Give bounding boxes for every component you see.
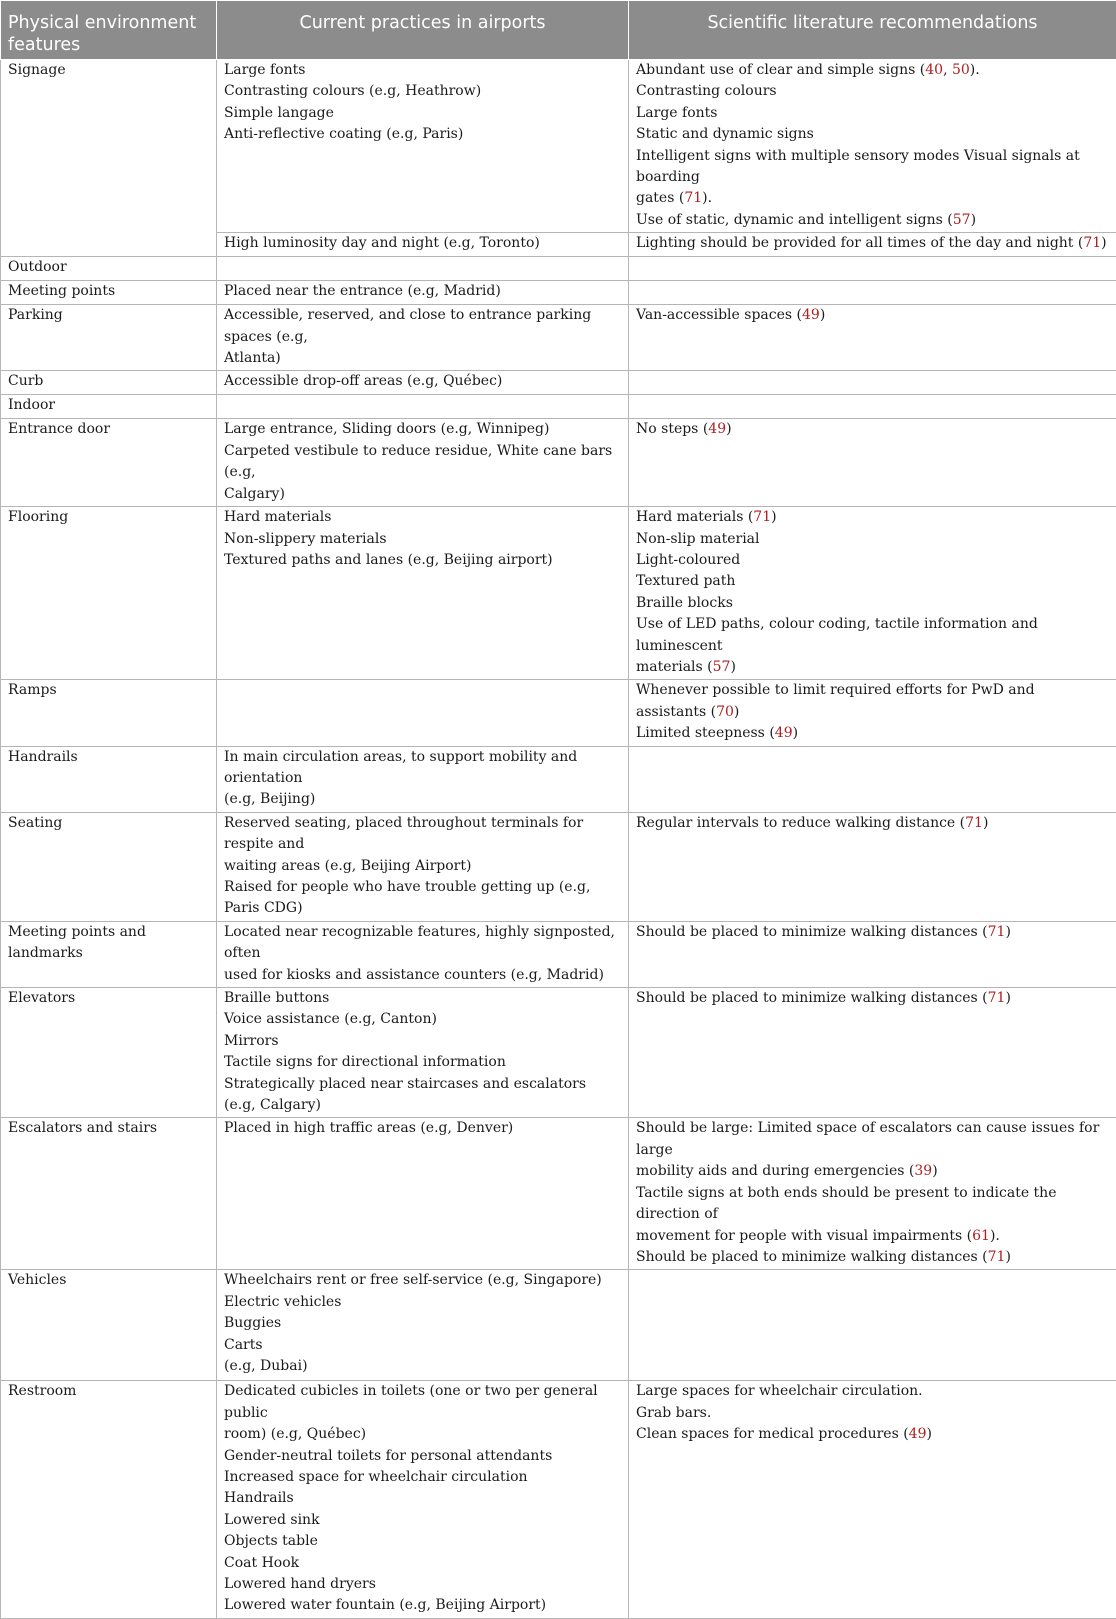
practices-list (224, 1381, 621, 1616)
recommendations-list (636, 507, 1109, 678)
practices-cell (217, 1270, 629, 1381)
recommendation-text: Lighting should be provided for all times of the day and night ( (636, 235, 1083, 251)
practice-line: Lowered hand dryers (224, 1574, 621, 1595)
recommendation-text: Tactile signs at both ends should be present to indicate the direction of (636, 1185, 1057, 1222)
recommendations-list (636, 922, 1109, 943)
practices-list (224, 1118, 621, 1139)
recommendations-cell (629, 680, 1116, 746)
recommendation-line (636, 1226, 1109, 1247)
recommendation-text: ) (793, 725, 798, 741)
feature-cell: Escalators and stairs (1, 1118, 217, 1270)
recommendations-cell (629, 395, 1116, 419)
practice-line: room) (e.g, Québec) (224, 1424, 621, 1445)
citation-ref: 71 (965, 815, 983, 831)
citation-ref: 71 (753, 509, 771, 525)
recommendations-cell (629, 812, 1116, 921)
practice-line: Non-slippery materials (224, 529, 621, 550)
practices-list (224, 371, 621, 392)
recommendations-list (636, 813, 1109, 834)
recommendation-text: ) (771, 509, 776, 525)
feature-cell: Elevators (1, 988, 217, 1118)
recommendation-text: Textured path (636, 573, 735, 589)
practices-cell (217, 988, 629, 1118)
citation-ref: 49 (802, 307, 820, 323)
recommendation-text: ) (734, 704, 739, 720)
practice-line: Carpeted vestibule to reduce residue, White cane bars (e.g, (224, 441, 621, 484)
practice-line: Accessible drop-off areas (e.g, Québec) (224, 371, 621, 392)
recommendation-text: ) (726, 421, 731, 437)
recommendations-cell (629, 746, 1116, 812)
practice-line: waiting areas (e.g, Beijing Airport) (224, 856, 621, 877)
recommendation-line (636, 146, 1109, 189)
recommendation-line (636, 419, 1109, 440)
recommendation-text: Abundant use of clear and simple signs ( (636, 62, 925, 78)
practices-list (224, 988, 621, 1116)
recommendations-list (636, 988, 1109, 1009)
practice-line: Increased space for wheelchair circulation (224, 1467, 621, 1488)
practice-line: Strategically placed near staircases and escalators (e.g, Calgary) (224, 1074, 621, 1117)
recommendation-text: Limited steepness ( (636, 725, 775, 741)
recommendation-text: Large spaces for wheelchair circulation. (636, 1383, 923, 1399)
practice-line: Large entrance, Sliding doors (e.g, Winnipeg) (224, 419, 621, 440)
practice-line: Lowered water fountain (e.g, Beijing Airport) (224, 1595, 621, 1616)
recommendation-line (636, 81, 1109, 102)
recommendation-line (636, 922, 1109, 943)
recommendation-line (636, 1247, 1109, 1268)
practices-cell (217, 257, 629, 281)
recommendations-cell (629, 257, 1116, 281)
recommendation-line (636, 988, 1109, 1009)
practice-line: High luminosity day and night (e.g, Toronto) (224, 233, 621, 254)
practices-list (224, 922, 621, 986)
recommendation-text: materials ( (636, 659, 713, 675)
recommendation-text: Grab bars. (636, 1405, 711, 1421)
recommendations-list (636, 1381, 1109, 1445)
practice-line: Lowered sink (224, 1510, 621, 1531)
practices-cell (217, 305, 629, 371)
practice-line: Located near recognizable features, highly signposted, often (224, 922, 621, 965)
practices-list (224, 233, 621, 254)
recommendation-text: Non-slip material (636, 531, 760, 547)
practices-cell (217, 812, 629, 921)
recommendations-cell (629, 988, 1116, 1118)
recommendation-line (636, 1161, 1109, 1182)
practice-line: used for kiosks and assistance counters (e.g, Madrid) (224, 965, 621, 986)
citation-ref: 57 (953, 212, 971, 228)
citation-ref: 49 (775, 725, 793, 741)
recommendations-cell (629, 921, 1116, 987)
recommendations-list (636, 680, 1109, 744)
citation-ref: 71 (988, 1249, 1006, 1265)
practice-line: Objects table (224, 1531, 621, 1552)
practices-list (224, 305, 621, 369)
practice-line: Anti-reflective coating (e.g, Paris) (224, 124, 621, 145)
practice-line: Atlanta) (224, 348, 621, 369)
table-row (1, 921, 1116, 987)
recommendation-text: Clean spaces for medical procedures ( (636, 1426, 909, 1442)
recommendation-text: gates ( (636, 190, 684, 206)
practices-cell (217, 1381, 629, 1618)
citation-ref: 49 (909, 1426, 927, 1442)
table-row (1, 1118, 1116, 1270)
recommendation-text: ). (990, 1228, 1000, 1244)
recommendation-text: No steps ( (636, 421, 708, 437)
recommendation-text: Whenever possible to limit required efforts for PwD and assistants ( (636, 682, 1035, 719)
practices-cell (217, 746, 629, 812)
citation-ref: 61 (972, 1228, 990, 1244)
recommendation-text: mobility aids and during emergencies ( (636, 1163, 914, 1179)
practices-cell (217, 281, 629, 305)
practices-cell (217, 680, 629, 746)
header-features: Physical environment features (1, 1, 217, 60)
recommendations-list (636, 419, 1109, 440)
practice-line: Wheelchairs rent or free self-service (e.g, Singapore) (224, 1270, 621, 1291)
recommendation-line (636, 614, 1109, 657)
recommendation-text: ) (1005, 1249, 1010, 1265)
practices-cell (217, 507, 629, 680)
practice-line: (e.g, Beijing) (224, 789, 621, 810)
recommendation-text: ) (820, 307, 825, 323)
feature-cell: Ramps (1, 680, 217, 746)
table-row (1, 1381, 1116, 1618)
recommendations-list (636, 305, 1109, 326)
feature-cell: Signage (1, 60, 217, 257)
practices-cell (217, 921, 629, 987)
practice-line: Dedicated cubicles in toilets (one or two per general public (224, 1381, 621, 1424)
citation-ref: 71 (1083, 235, 1101, 251)
recommendation-line (636, 723, 1109, 744)
citation-ref: 71 (988, 990, 1006, 1006)
recommendations-cell (629, 1381, 1116, 1618)
recommendation-line (636, 529, 1109, 550)
recommendation-line (636, 1118, 1109, 1161)
recommendation-text: Use of LED paths, colour coding, tactile information and luminescent (636, 616, 1038, 653)
recommendation-line (636, 1424, 1109, 1445)
recommendation-text: ) (1005, 924, 1010, 940)
recommendation-line (636, 507, 1109, 528)
practices-list (224, 281, 621, 302)
recommendation-text: Intelligent signs with multiple sensory modes Visual signals at boarding (636, 148, 1080, 185)
practice-line: Placed in high traffic areas (e.g, Denver) (224, 1118, 621, 1139)
practice-line: Braille buttons (224, 988, 621, 1009)
recommendation-text: ) (932, 1163, 937, 1179)
table-row (1, 746, 1116, 812)
citation-ref: 49 (708, 421, 726, 437)
practices-list (224, 60, 621, 146)
recommendation-text: ). (970, 62, 980, 78)
recommendation-text: ) (730, 659, 735, 675)
recommendations-cell (629, 507, 1116, 680)
recommendation-text: ) (983, 815, 988, 831)
practices-cell (217, 1118, 629, 1270)
practice-line: Reserved seating, placed throughout terminals for respite and (224, 813, 621, 856)
practices-list (224, 1270, 621, 1377)
table-header-row (1, 1, 1116, 60)
recommendations-list (636, 1118, 1109, 1268)
practices-list (224, 419, 621, 505)
recommendations-list (636, 60, 1109, 231)
recommendation-text: ) (927, 1426, 932, 1442)
recommendation-line (636, 813, 1109, 834)
recommendation-line (636, 550, 1109, 571)
recommendation-text: Large fonts (636, 105, 717, 121)
practice-line: (e.g, Dubai) (224, 1356, 621, 1377)
feature-cell: Entrance door (1, 419, 217, 507)
recommendations-cell (629, 1270, 1116, 1381)
table-row (1, 988, 1116, 1118)
practices-cell (217, 419, 629, 507)
table-row (1, 507, 1116, 680)
practice-line: Textured paths and lanes (e.g, Beijing airport) (224, 550, 621, 571)
recommendation-text: Braille blocks (636, 595, 733, 611)
table-row (1, 395, 1116, 419)
practice-line: Mirrors (224, 1031, 621, 1052)
feature-cell: Seating (1, 812, 217, 921)
recommendation-line (636, 60, 1109, 81)
recommendation-line (636, 1183, 1109, 1226)
practice-line: Electric vehicles (224, 1292, 621, 1313)
practices-list (224, 747, 621, 811)
practice-line: In main circulation areas, to support mobility and orientation (224, 747, 621, 790)
recommendation-text: ). (702, 190, 712, 206)
feature-cell: Curb (1, 371, 217, 395)
table-row (1, 60, 1116, 233)
recommendation-line (636, 1381, 1109, 1402)
feature-cell: Handrails (1, 746, 217, 812)
practice-line: Coat Hook (224, 1553, 621, 1574)
recommendation-text: Should be placed to minimize walking distances ( (636, 924, 988, 940)
table-row (1, 419, 1116, 507)
recommendation-text: , (943, 62, 952, 78)
practice-line: Hard materials (224, 507, 621, 528)
recommendation-text: Should be placed to minimize walking distances ( (636, 990, 988, 1006)
feature-cell: Meeting points and landmarks (1, 921, 217, 987)
table-body (1, 60, 1116, 1619)
citation-ref: 71 (988, 924, 1006, 940)
practice-line: Calgary) (224, 484, 621, 505)
citation-ref: 70 (716, 704, 734, 720)
practices-cell (217, 395, 629, 419)
recommendations-cell (629, 60, 1116, 233)
recommendation-text: Regular intervals to reduce walking distance ( (636, 815, 965, 831)
practice-line: Carts (224, 1335, 621, 1356)
recommendation-text: Contrasting colours (636, 83, 777, 99)
recommendation-line (636, 593, 1109, 614)
recommendation-text: Static and dynamic signs (636, 126, 814, 142)
recommendation-line (636, 210, 1109, 231)
feature-cell: Flooring (1, 507, 217, 680)
practice-line: Large fonts (224, 60, 621, 81)
recommendations-cell (629, 419, 1116, 507)
recommendations-list (636, 233, 1109, 254)
recommendation-line (636, 657, 1109, 678)
recommendation-line (636, 188, 1109, 209)
header-recommendations: Scientific literature recommendations (629, 1, 1116, 60)
recommendation-text: Should be placed to minimize walking distances ( (636, 1249, 988, 1265)
practice-line: Buggies (224, 1313, 621, 1334)
table-row (1, 680, 1116, 746)
recommendation-text: Use of static, dynamic and intelligent signs ( (636, 212, 953, 228)
recommendation-text: ) (971, 212, 976, 228)
recommendation-text: Hard materials ( (636, 509, 753, 525)
header-practices: Current practices in airports (217, 1, 629, 60)
practices-cell (217, 60, 629, 233)
citation-ref: 39 (914, 1163, 932, 1179)
table-row (1, 257, 1116, 281)
recommendation-line (636, 305, 1109, 326)
table-row (1, 371, 1116, 395)
table-row (1, 281, 1116, 305)
citation-ref: 40 (925, 62, 943, 78)
recommendation-text: Should be large: Limited space of escalators can cause issues for large (636, 1120, 1099, 1157)
practice-line: Placed near the entrance (e.g, Madrid) (224, 281, 621, 302)
feature-cell: Outdoor (1, 257, 217, 281)
table-row (1, 305, 1116, 371)
recommendations-cell (629, 233, 1116, 257)
feature-cell: Vehicles (1, 1270, 217, 1381)
feature-cell: Restroom (1, 1381, 217, 1618)
practices-list (224, 813, 621, 920)
citation-ref: 57 (713, 659, 731, 675)
recommendations-cell (629, 281, 1116, 305)
practice-line: Accessible, reserved, and close to entrance parking spaces (e.g, (224, 305, 621, 348)
recommendation-line (636, 233, 1109, 254)
recommendation-text: ) (1101, 235, 1106, 251)
recommendation-line (636, 1403, 1109, 1424)
recommendation-text: Light-coloured (636, 552, 740, 568)
practice-line: Gender-neutral toilets for personal attendants (224, 1446, 621, 1467)
practices-cell (217, 371, 629, 395)
practice-line: Tactile signs for directional information (224, 1052, 621, 1073)
practice-line: Voice assistance (e.g, Canton) (224, 1009, 621, 1030)
feature-cell: Parking (1, 305, 217, 371)
recommendation-text: ) (1005, 990, 1010, 1006)
recommendation-line (636, 571, 1109, 592)
practice-line: Contrasting colours (e.g, Heathrow) (224, 81, 621, 102)
practices-cell (217, 233, 629, 257)
recommendation-text: movement for people with visual impairments ( (636, 1228, 972, 1244)
recommendations-cell (629, 371, 1116, 395)
citation-ref: 50 (952, 62, 970, 78)
recommendation-text: Van-accessible spaces ( (636, 307, 802, 323)
practices-list (224, 507, 621, 571)
practice-line: Simple langage (224, 103, 621, 124)
recommendations-cell (629, 1118, 1116, 1270)
recommendation-line (636, 680, 1109, 723)
feature-cell: Indoor (1, 395, 217, 419)
recommendation-line (636, 124, 1109, 145)
practice-line: Raised for people who have trouble getting up (e.g, Paris CDG) (224, 877, 621, 920)
table-row (1, 812, 1116, 921)
citation-ref: 71 (684, 190, 702, 206)
recommendation-line (636, 103, 1109, 124)
feature-cell: Meeting points (1, 281, 217, 305)
recommendations-cell (629, 305, 1116, 371)
table-row (1, 1270, 1116, 1381)
practice-line: Handrails (224, 1488, 621, 1509)
